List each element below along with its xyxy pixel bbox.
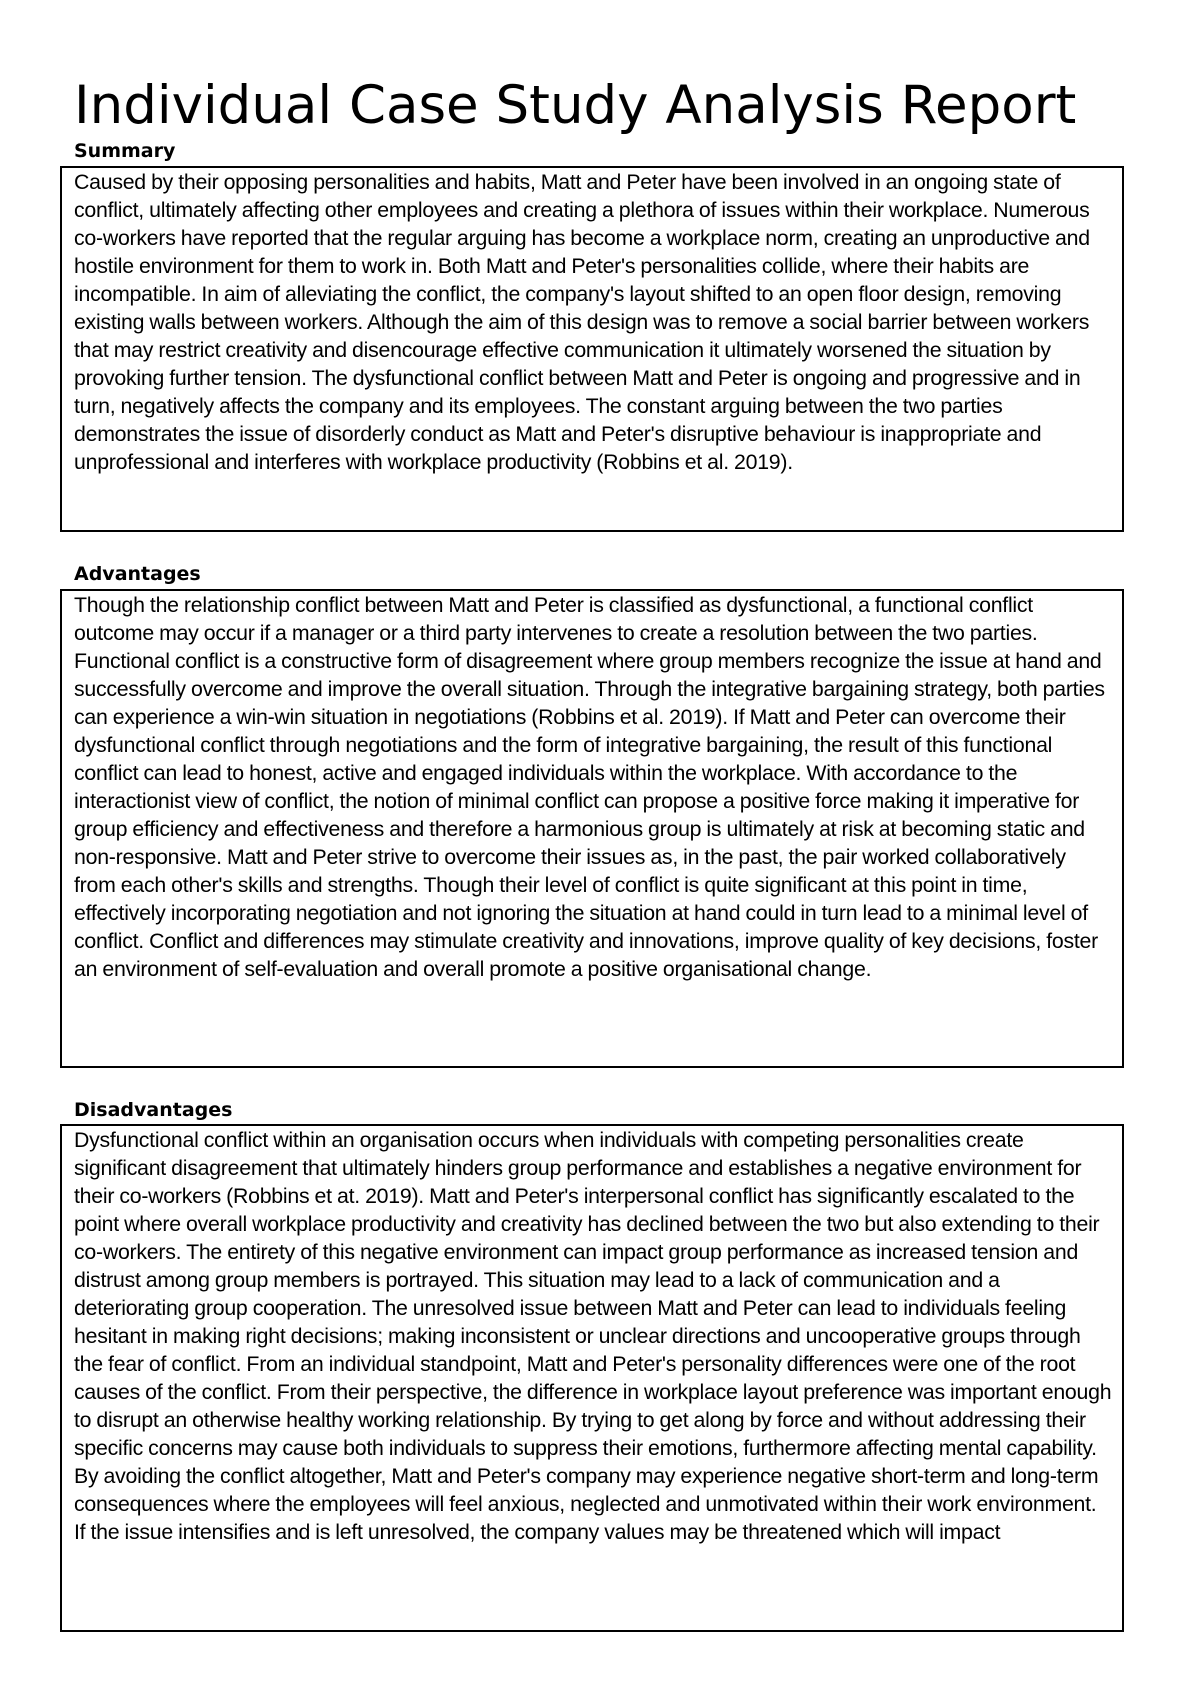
- advantages-box: [60, 589, 1124, 1068]
- summary-heading: Summary: [74, 140, 176, 162]
- document-title: Individual Case Study Analysis Report: [74, 75, 1077, 136]
- advantages-heading: Advantages: [74, 563, 201, 585]
- disadvantages-heading: Disadvantages: [74, 1099, 233, 1121]
- summary-box: [60, 166, 1124, 532]
- advantages-text: Though the relationship conflict between Matt and Peter is classified as dysfunctional, a functional conflict outcome may occur if a manager or a third party intervenes to create a resolution between the two parties. Functional conflict is a constructive form of disagreement where group members recognize the issue at hand and successfully overcome and improve the overall situation. Through the integrative bargaining strategy, both parties can experience a win-win situation in negotiations (Robbins et al. 2019). If Matt and Peter can overcome their dysfunctional conflict through negotiations and the form of integrative bargaining, the result of this functional conflict can lead to honest, active and engaged individuals within the workplace. With accordance to the interactionist view of conflict, the notion of minimal conflict can propose a positive force making it imperative for group efficiency and effectiveness and therefore a harmonious group is ultimately at risk at becoming static and non-responsive. Matt and Peter strive to overcome their issues as, in the past, the pair worked collaboratively from each other's skills and strengths. Though their level of conflict is quite significant at this point in time, effectively incorporating negotiation and not ignoring the situation at hand could in turn lead to a minimal level of conflict. Conflict and differences may stimulate creativity and innovations, improve quality of key decisions, foster an environment of self-evaluation and overall promote a positive organisational change.: [74, 593, 1105, 981]
- disadvantages-text: Dysfunctional conflict within an organisation occurs when individuals with competing personalities create significant disagreement that ultimately hinders group performance and establishes a negative environment for their co-workers (Robbins et at. 2019). Matt and Peter's interpersonal conflict has significantly escalated to the point where overall workplace productivity and creativity has declined between the two but also extending to their co-workers. The entirety of this negative environment can impact group performance as increased tension and distrust among group members is portrayed. This situation may lead to a lack of communication and a deteriorating group cooperation. The unresolved issue between Matt and Peter can lead to individuals feeling hesitant in making right decisions; making inconsistent or unclear directions and uncooperative groups through the fear of conflict. From an individual standpoint, Matt and Peter's personality differences were one of the root causes of the conflict. From their perspective, the difference in workplace layout preference was important enough to disrupt an otherwise healthy working relationship. By trying to get along by force and without addressing their specific concerns may cause both individuals to suppress their emotions, furthermore affecting mental capability. By avoiding the conflict altogether, Matt and Peter's company may experience negative short-term and long-term consequences where the employees will feel anxious, neglected and unmotivated within their work environment. If the issue intensifies and is left unresolved, the company values may be threatened which will impact: [74, 1128, 1112, 1544]
- summary-text: Caused by their opposing personalities and habits, Matt and Peter have been involved in an ongoing state of conflict, ultimately affecting other employees and creating a plethora of issues within their workplace. Numerous co-workers have reported that the regular arguing has become a workplace norm, creating an unproductive and hostile environment for them to work in. Both Matt and Peter's personalities collide, where their habits are incompatible. In aim of alleviating the conflict, the company's layout shifted to an open floor design, removing existing walls between workers. Although the aim of this design was to remove a social barrier between workers that may restrict creativity and disencourage effective communication it ultimately worsened the situation by provoking further tension. The dysfunctional conflict between Matt and Peter is ongoing and progressive and in turn, negatively affects the company and its employees. The constant arguing between the two parties demonstrates the issue of disorderly conduct as Matt and Peter's disruptive behaviour is inappropriate and unprofessional and interferes with workplace productivity (Robbins et al. 2019).: [74, 170, 1090, 474]
- disadvantages-box: [60, 1124, 1124, 1632]
